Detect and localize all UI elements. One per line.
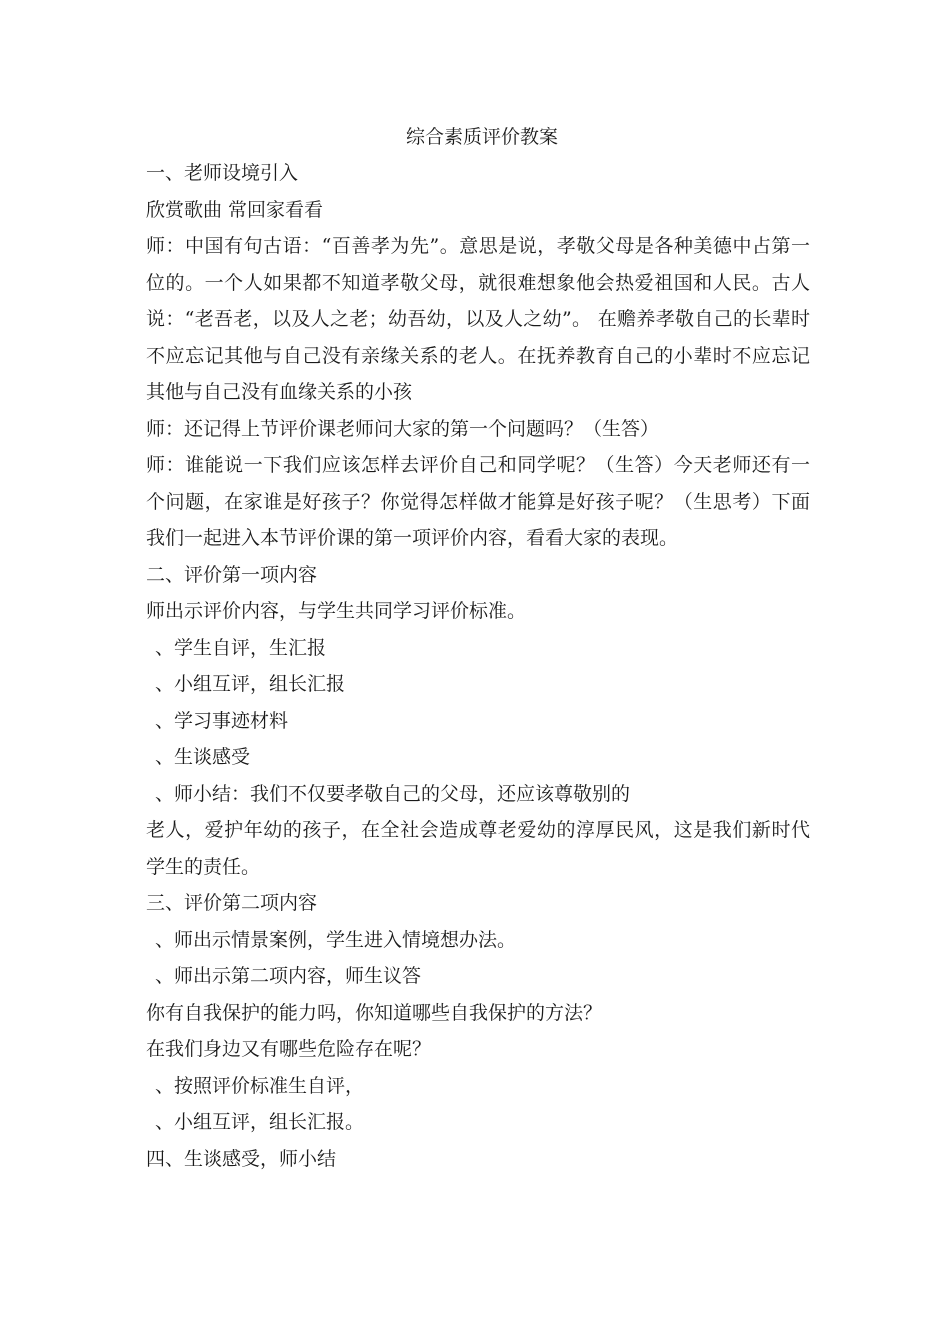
section-heading-1: 一、老师设境引入 [146, 162, 299, 184]
list-item: 、小组互评，组长汇报 [155, 673, 346, 695]
paragraph-summary: 老人，爱护年幼的孩子，在全社会造成尊老爱幼的淳厚民风，这是我们新时代学生的责任。 [146, 819, 810, 878]
list-item: 、按照评价标准生自评， [155, 1074, 365, 1097]
paragraph-question: 你有自我保护的能力吗，你知道哪些自我保护的方法？ [146, 1001, 603, 1024]
paragraph-teacher-intro: 师：中国有句古语：“百善孝为先”。意思是说，孝敬父母是各种美德中占第一位的。一个人如果都不知道孝敬父母，就很难想象他会热爱祖国和人民。古人说：“老吾老，以及人之老；幼吾幼，以及人之幼”。 在赡养孝敬自己的长辈时不应忘记其他与自己没有亲缘关系的老人。在抚养教育自己的小辈时不应忘记其他与自己没有血缘关系的小孩 [146, 235, 810, 403]
list-item: 、师出示第二项内容，师生议答 [155, 965, 422, 987]
paragraph-question: 在我们身边又有哪些危险存在呢？ [146, 1038, 432, 1060]
list-item: 、小组互评，组长汇报。 [155, 1111, 365, 1133]
list-item: 、师出示情景案例，学生进入情境想办法。 [155, 928, 517, 951]
paragraph-song: 欣赏歌曲 常回家看看 [146, 198, 324, 221]
paragraph-teacher-question: 师：还记得上节评价课老师问大家的第一个问题吗？（生答） [146, 417, 660, 440]
list-item: 、生谈感受 [155, 746, 251, 768]
paragraph-teacher-evaluation: 师：谁能说一下我们应该怎样去评价自己和同学呢？（生答）今天老师还有一个问题，在家谁是好孩子？你觉得怎样做才能算是好孩子呢？（生思考）下面我们一起进入本节评价课的第一项评价内容，看看大家的表现。 [146, 454, 810, 549]
section-heading-2: 二、评价第一项内容 [146, 563, 318, 586]
list-item: 、师小结：我们不仅要孝敬自己的父母，还应该尊敬别的 [155, 782, 631, 805]
document-body [146, 119, 810, 1177]
list-item: 、学习事迹材料 [155, 709, 289, 732]
paragraph-standards: 师出示评价内容，与学生共同学习评价标准。 [146, 600, 527, 622]
list-item: 、学生自评，生汇报 [155, 636, 327, 659]
section-heading-3: 三、评价第二项内容 [146, 892, 318, 914]
document-title: 综合素质评价教案 [405, 126, 558, 148]
section-heading-4: 四、生谈感受，师小结 [146, 1147, 337, 1170]
